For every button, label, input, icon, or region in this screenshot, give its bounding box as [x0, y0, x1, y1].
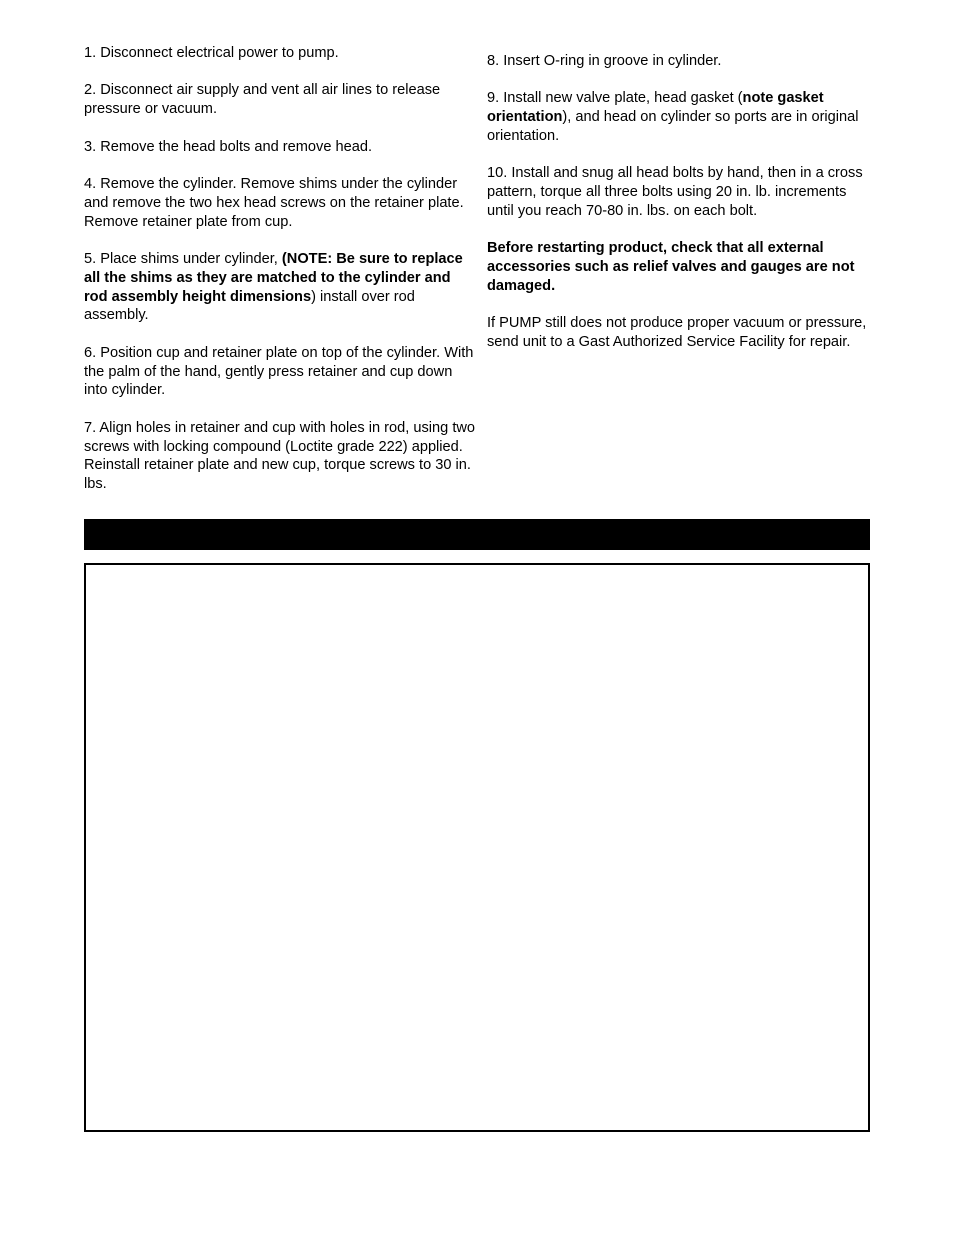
step-2: 2. Disconnect air supply and vent all air lines to release pressure or vacuum. — [84, 82, 441, 118]
step-3: 3. Remove the head bolts and remove head. — [84, 138, 373, 155]
step-6: 6. Position cup and retainer plate on top of the cylinder. With the palm of the hand, gently press retainer and cup down into cylinder. — [84, 344, 474, 399]
step-5 — [84, 250, 476, 325]
step-4: 4. Remove the cylinder. Remove shims under the cylinder and remove the two hex head screws on the retainer plate. Remove retainer plate from cup. — [84, 175, 464, 230]
step-1: 1. Disconnect electrical power to pump. — [84, 45, 339, 61]
step-7: 7. Align holes in retainer and cup with holes in rod, using two screws with locking compound (Loctite grade 222) applied. Reinstall retainer plate and new cup, torque screws to 30 in. lbs. — [84, 419, 476, 493]
left-instructions-column — [84, 44, 476, 513]
step-5-note: (NOTE: Be sure to replace all the shims as they are matched to the cylinder and rod assembly height dimensions — [84, 250, 463, 305]
service-note: If PUMP still does not produce proper vacuum or pressure, send unit to a Gast Authorized Service Facility for repair. — [487, 315, 867, 351]
step-9-text-end: ), and head on cylinder so ports are in original orientation. — [487, 109, 859, 144]
right-instructions-column — [487, 52, 867, 371]
step-5-text-end: ) install over rod assembly. — [84, 288, 415, 324]
section-header-bar — [84, 519, 870, 550]
step-10: 10. Install and snug all head bolts by hand, then in a cross pattern, torque all three bolts using 20 in. lb. increments until you reach 70-80 in. lbs. on each bolt. — [487, 165, 863, 219]
step-5-text: 5. Place shims under cylinder, — [84, 250, 282, 267]
step-9-note: note gasket orientation — [487, 90, 824, 126]
step-9-text: 9. Install new valve plate, head gasket ( — [487, 90, 743, 107]
restart-warning-text: Before restarting product, check that all external accessories such as relief valves and gauges are not damaged. — [487, 240, 855, 294]
empty-content-box — [84, 563, 870, 1132]
step-8: 8. Insert O-ring in groove in cylinder. — [487, 53, 722, 69]
restart-warning — [487, 239, 867, 295]
step-9 — [487, 89, 867, 145]
